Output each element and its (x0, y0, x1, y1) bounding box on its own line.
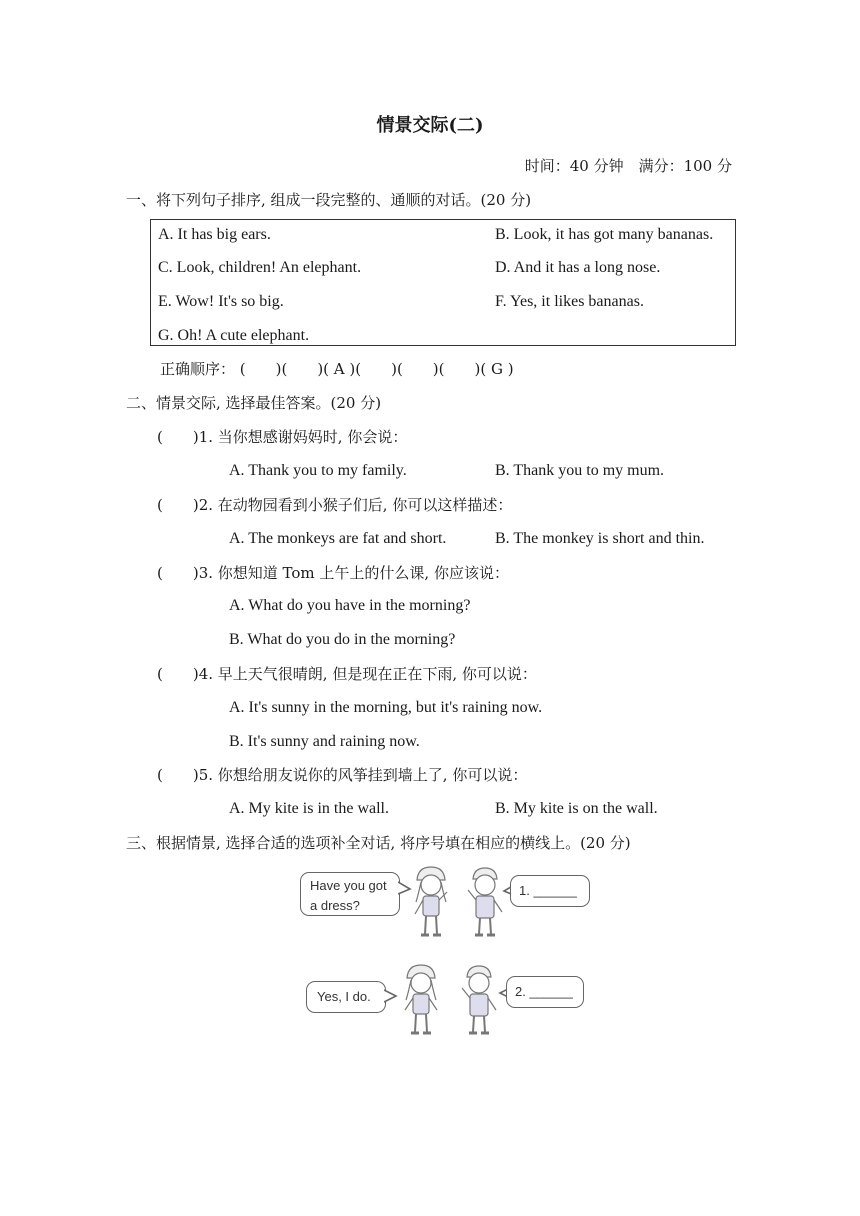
q3-option-a: A. What do you have in the morning? (229, 597, 471, 614)
q3-option-b: B. What do you do in the morning? (229, 631, 456, 648)
option-g: G. Oh! A cute elephant. (158, 327, 310, 344)
section1-heading: 一、将下列句子排序, 组成一段完整的、通顺的对话。(20 分) (126, 191, 532, 209)
section2-heading: 二、情景交际, 选择最佳答案。(20 分) (126, 394, 382, 412)
boy-illustration-1 (462, 862, 508, 940)
question-5: ( )5. 你想给朋友说你的风筝挂到墙上了, 你可以说： (157, 766, 528, 784)
q1-option-b: B. Thank you to my mum. (495, 462, 665, 479)
answer-blank-1: 1. ______ (519, 883, 577, 898)
option-d: D. And it has a long nose. (495, 259, 661, 276)
q1-option-a: A. Thank you to my family. (229, 462, 407, 479)
option-f: F. Yes, it likes bananas. (495, 293, 644, 310)
option-b: B. Look, it has got many bananas. (495, 226, 714, 243)
option-c: C. Look, children! An elephant. (158, 259, 362, 276)
time-score-info: 时间：40 分钟 满分：100 分 (524, 157, 732, 175)
speech-bubble-reply (306, 981, 386, 1013)
girl-illustration-1 (408, 862, 454, 940)
q4-option-b: B. It's sunny and raining now. (229, 733, 420, 750)
speech-bubble-question (300, 872, 400, 916)
girl-illustration-2 (398, 960, 444, 1038)
bubble-tail-3 (384, 988, 398, 1004)
question-1: ( )1. 当你想感谢妈妈时, 你会说： (157, 428, 408, 446)
section3-heading: 三、根据情景, 选择合适的选项补全对话, 将序号填在相应的横线上。(20 分) (126, 834, 631, 852)
question-3: ( )3. 你想知道 Tom 上午上的什么课, 你应该说： (157, 564, 509, 582)
option-e: E. Wow! It's so big. (158, 293, 284, 310)
speech-bubble-answer-1 (510, 875, 590, 907)
option-a: A. It has big ears. (158, 226, 271, 243)
speech-bubble-answer-2 (506, 976, 584, 1008)
boy-illustration-2 (456, 960, 502, 1038)
page-title: 情景交际(二) (376, 115, 484, 136)
order-answer-line: 正确顺序： ( )( )( A )( )( )( )( G ) (160, 360, 514, 378)
question-2: ( )2. 在动物园看到小猴子们后, 你可以这样描述： (157, 496, 513, 514)
q2-option-b: B. The monkey is short and thin. (495, 530, 705, 547)
q2-option-a: A. The monkeys are fat and short. (229, 530, 447, 547)
bubble-question-line2: a dress? (310, 898, 360, 913)
q5-option-b: B. My kite is on the wall. (495, 800, 658, 817)
bubble-question-line1: Have you got (310, 878, 387, 893)
question-4: ( )4. 早上天气很晴朗, 但是现在正在下雨, 你可以说： (157, 665, 537, 683)
q4-option-a: A. It's sunny in the morning, but it's raining now. (229, 699, 543, 716)
q5-option-a: A. My kite is in the wall. (229, 800, 389, 817)
bubble-reply-text: Yes, I do. (317, 989, 371, 1004)
answer-blank-2: 2. ______ (515, 984, 573, 999)
